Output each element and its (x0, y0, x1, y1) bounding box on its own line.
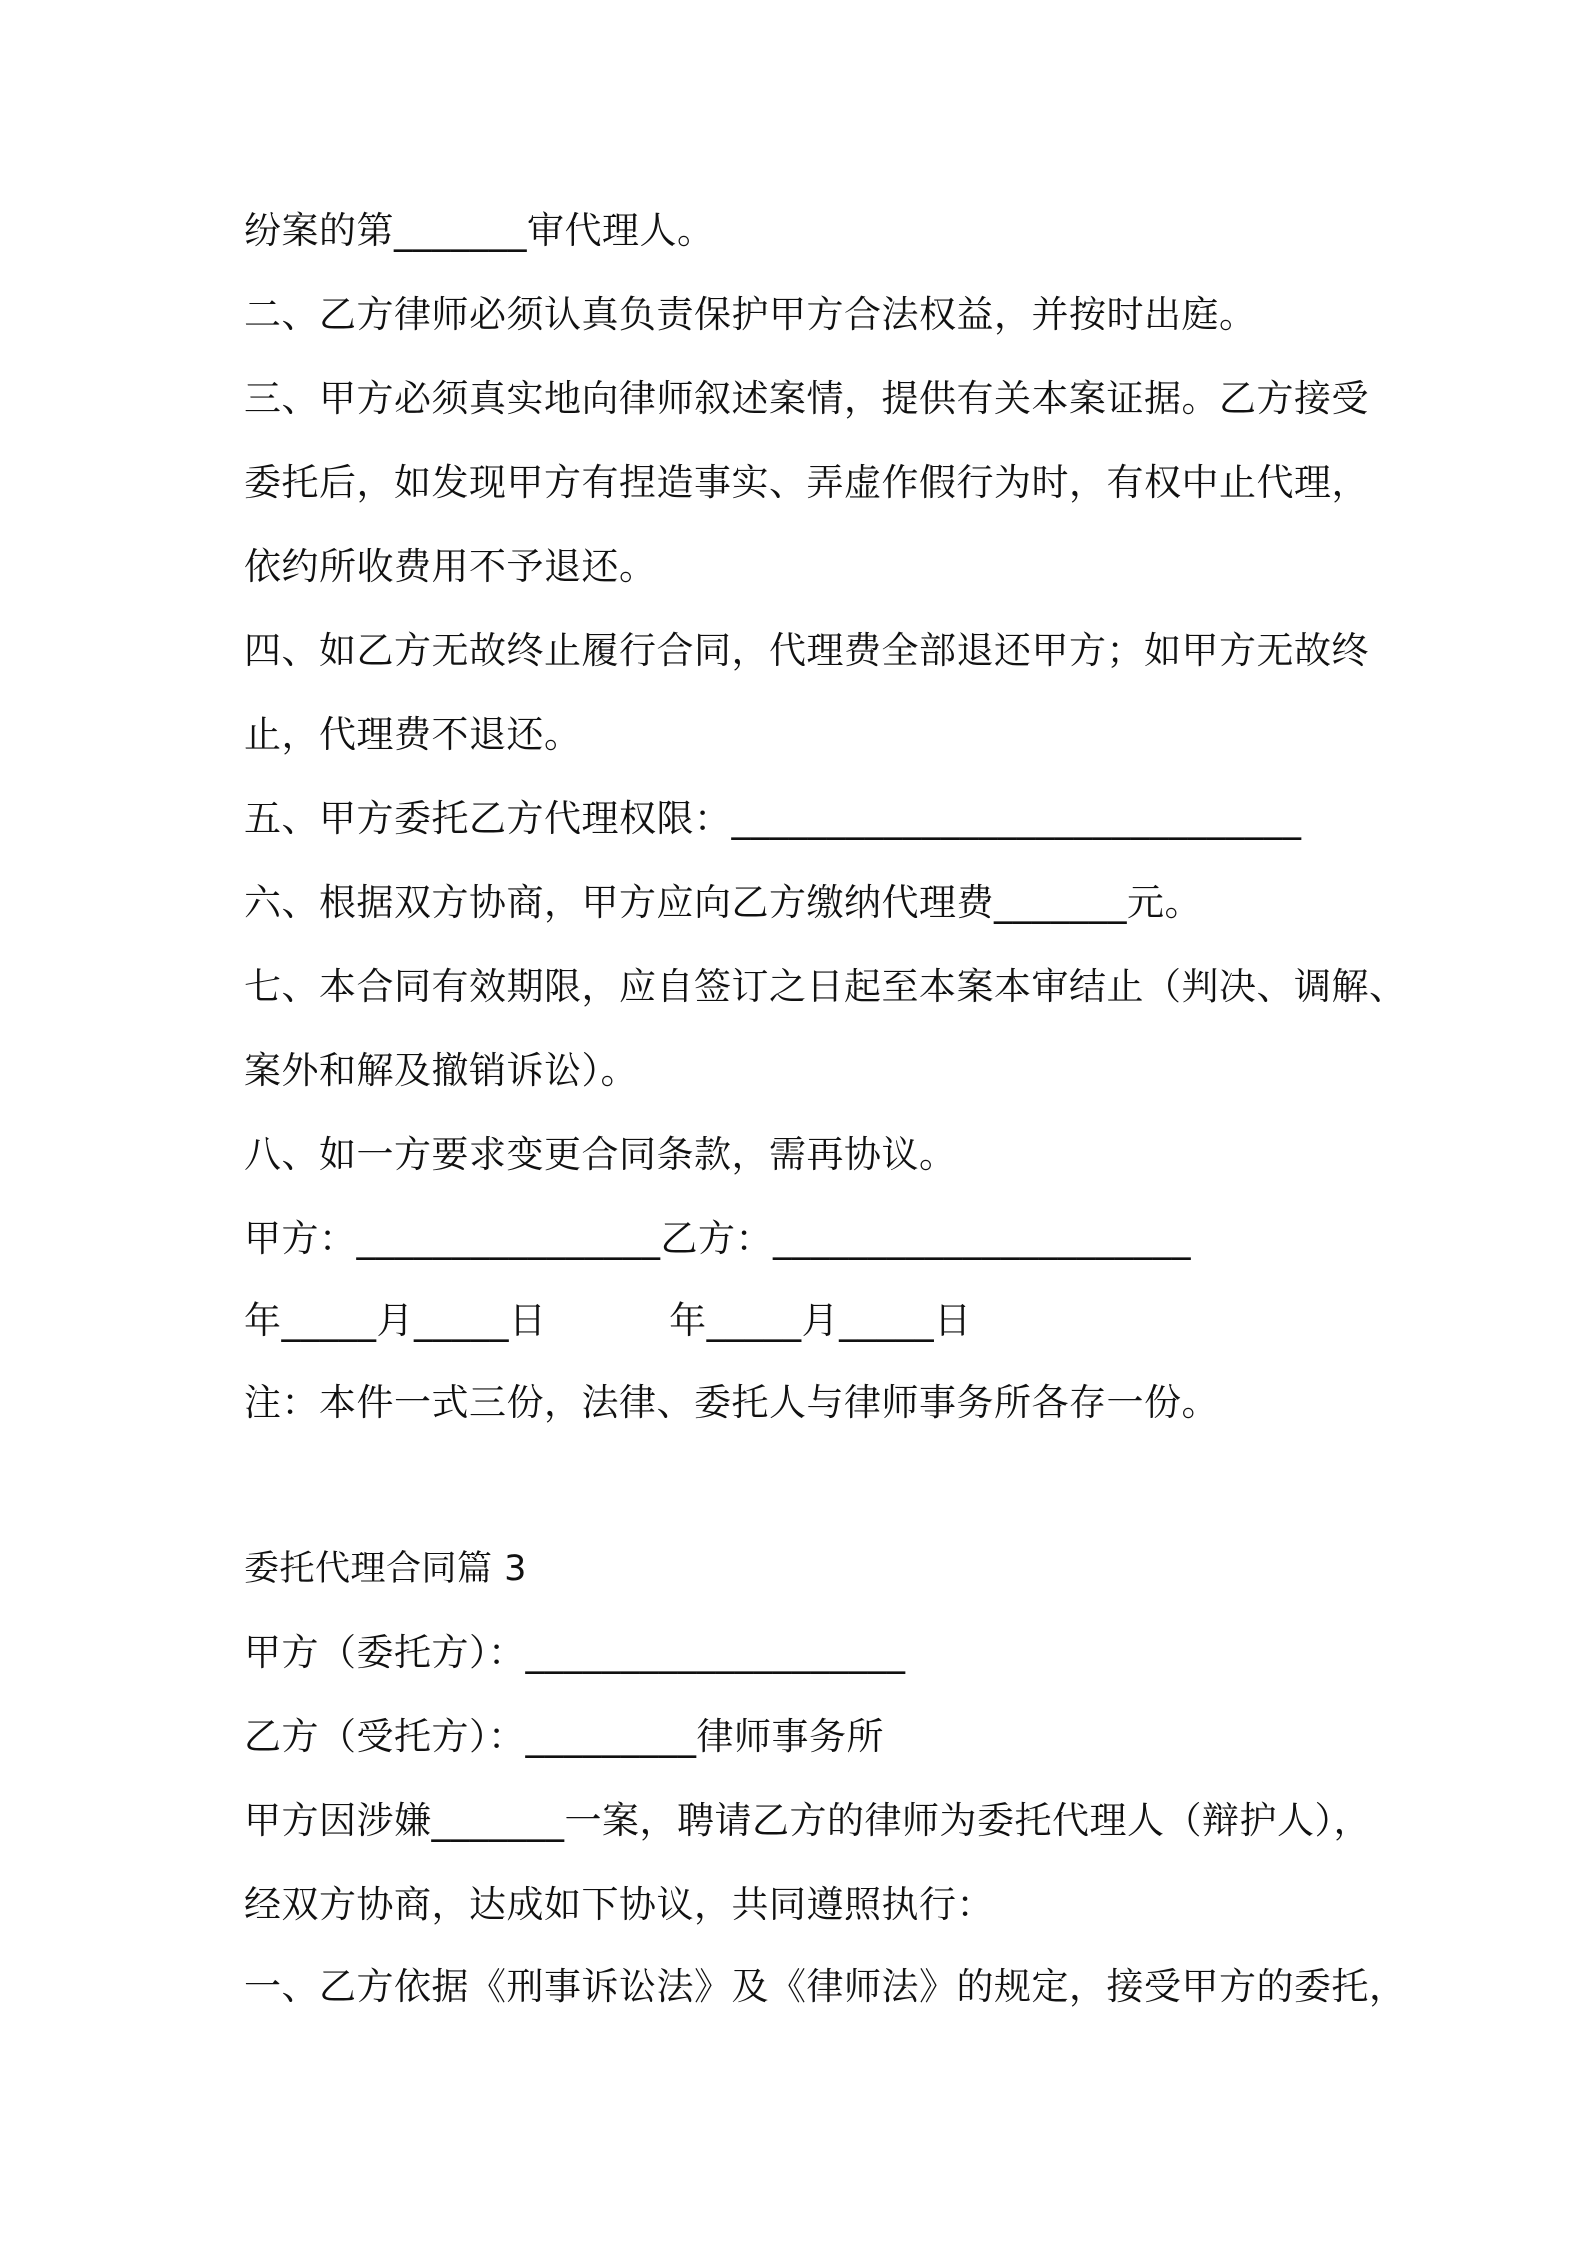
text-line: 七、本合同有效期限，应自签订之日起至本案本审结止（判决、调解、 (244, 965, 1407, 1008)
note-line: 注：本件一式三份，法律、委托人与律师事务所各存一份。 (244, 1381, 1219, 1424)
text-line: 纷案的第_______审代理人。 (244, 209, 715, 252)
text-line: 依约所收费用不予退还。 (244, 545, 657, 588)
text-line: 八、如一方要求变更合同条款，需再协议。 (244, 1133, 957, 1176)
text-line: 五、甲方委托乙方代理权限：______________________________ (244, 797, 1302, 840)
text-line: 甲方（委托方）：____________________ (244, 1631, 906, 1674)
date-line: 年_____月_____日 年_____月_____日 (244, 1299, 972, 1342)
text-line: 一、乙方依据《刑事诉讼法》及《律师法》的规定，接受甲方的委托， (244, 1965, 1407, 2008)
text-line: 二、乙方律师必须认真负责保护甲方合法权益，并按时出庭。 (244, 293, 1257, 336)
text-line: 六、根据双方协商，甲方应向乙方缴纳代理费_______元。 (244, 881, 1202, 924)
text-line: 三、甲方必须真实地向律师叙述案情，提供有关本案证据。乙方接受 (244, 377, 1369, 420)
signature-line: 甲方：________________乙方：______________________ (244, 1217, 1191, 1260)
section-heading: 委托代理合同篇 3 (244, 1549, 527, 1589)
text-line: 委托后，如发现甲方有捏造事实、弄虚作假行为时，有权中止代理， (244, 461, 1369, 504)
text-line: 案外和解及撤销诉讼）。 (244, 1049, 638, 1092)
text-line: 甲方因涉嫌_______一案，聘请乙方的律师为委托代理人（辩护人）， (244, 1799, 1371, 1842)
text-line: 经双方协商，达成如下协议，共同遵照执行： (244, 1883, 994, 1926)
text-line: 止，代理费不退还。 (244, 713, 582, 756)
text-line: 四、如乙方无故终止履行合同，代理费全部退还甲方；如甲方无故终 (244, 629, 1369, 672)
text-line: 乙方（受托方）：_________律师事务所 (244, 1715, 884, 1758)
